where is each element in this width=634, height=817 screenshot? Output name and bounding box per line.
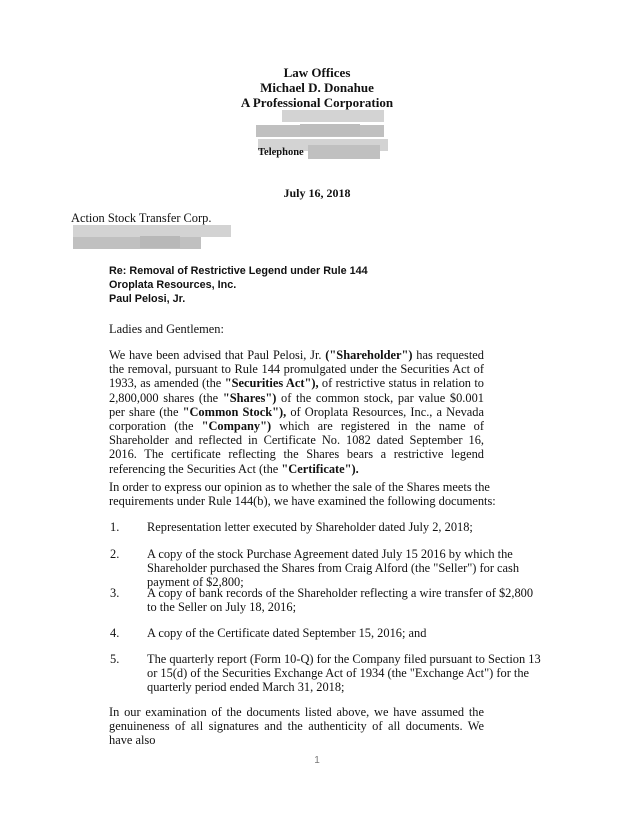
letterhead-attorney-name: Michael D. Donahue (260, 80, 374, 95)
list-item-number: 3. (110, 586, 120, 600)
examination-paragraph: In our examination of the documents listed above, we have assumed the genuineness of all signatures and the authenticity of all documents. We have also (109, 705, 484, 748)
letter-date: July 16, 2018 (283, 186, 351, 200)
list-item-number: 1. (110, 520, 120, 534)
list-item-text: A copy of the Certificate dated September 15, 2016; and (147, 626, 427, 640)
redacted-telephone-number (308, 145, 380, 159)
re-company-line: Oroplata Resources, Inc. (109, 279, 237, 291)
documents-intro-paragraph: In order to express our opinion as to whether the sale of the Shares meets the requirements under Rule 144(b), we have examined the following documents: (109, 480, 496, 509)
re-shareholder-line: Paul Pelosi, Jr. (109, 293, 186, 305)
list-item-text: A copy of bank records of the Shareholder reflecting a wire transfer of $2,800 to the Seller on July 18, 2016; (147, 586, 534, 615)
re-subject-line: Re: Removal of Restrictive Legend under Rule 144 (109, 265, 368, 277)
list-item-number: 4. (110, 626, 120, 640)
page-number: 1 (314, 755, 320, 766)
redacted-recipient-address-shade (140, 236, 180, 248)
redacted-address-line-1 (282, 110, 384, 122)
recipient-name: Action Stock Transfer Corp. (71, 211, 212, 225)
telephone-label: Telephone (258, 147, 304, 158)
list-item-number: 2. (110, 547, 120, 561)
salutation: Ladies and Gentlemen: (109, 322, 224, 336)
list-item-number: 5. (110, 652, 120, 666)
list-item-text: The quarterly report (Form 10-Q) for the Company filed pursuant to Section 13 or 15(d) of the Securities Exchange Act of 1934 (the "Exchange Act") for the quarterly period ended March 31, 2018; (147, 652, 541, 695)
redacted-recipient-address-2 (73, 237, 201, 249)
list-item-text: A copy of the stock Purchase Agreement dated July 15 2016 by which the Shareholder purchased the Shares from Craig Alford (the "Seller") for cash payment of $2,800; (147, 547, 520, 590)
opening-paragraph: We have been advised that Paul Pelosi, Jr. ("Shareholder") has requested the removal, pursuant to Rule 144 promulgated under the Securities Act of 1933, as amended (the "Securities Act"), of restrictive status in relation to 2,800,000 shares (the "Shares") of the common stock, par value $0.001 per share (the "Common Stock"), of Oroplata Resources, Inc., a Nevada corporation (the "Company") which are registered in the name of Shareholder and reflected in Certificate No. 1082 dated September 16, 2016. The certificate reflecting the Shares bears a restrictive legend referencing the Securities Act (the "Certificate"). (109, 348, 484, 476)
list-item-text: Representation letter executed by Shareholder dated July 2, 2018; (147, 520, 473, 534)
redacted-address-line-2-shade (300, 124, 360, 136)
letterhead-firm-line: Law Offices (283, 65, 351, 80)
letterhead-corporation: A Professional Corporation (240, 95, 394, 110)
